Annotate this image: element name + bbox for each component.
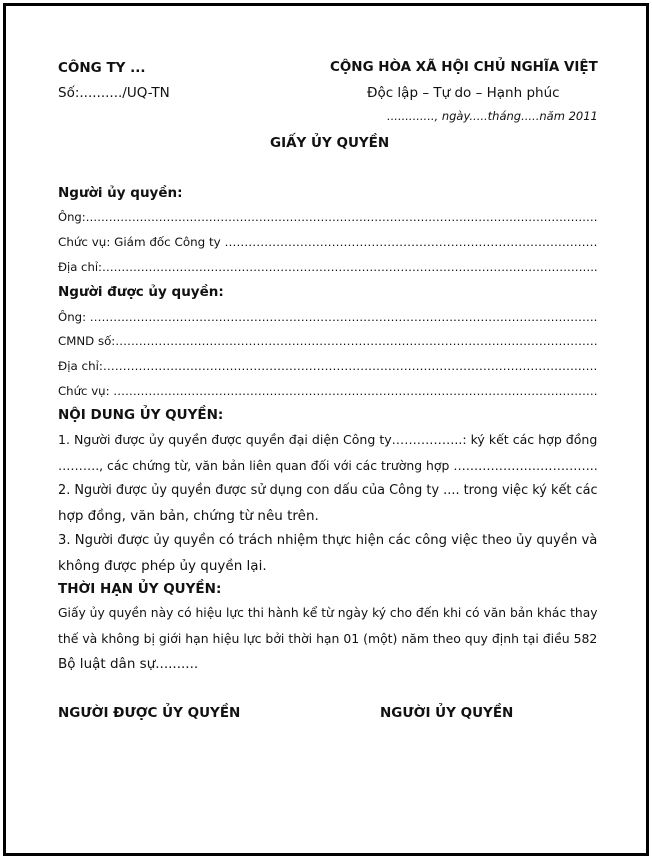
grantee-id: CMND số:…………………………………………………………………………………………………………… xyxy=(58,334,598,348)
term-heading: THỜI HẠN ỦY QUYỀN: xyxy=(58,581,222,597)
grantee-position: Chức vụ: ……………………………………………………………………………………………………………. xyxy=(58,384,598,398)
republic-title: CỘNG HÒA XÃ HỘI CHỦ NGHĨA VIỆT xyxy=(330,60,598,75)
grantor-address: Địa chỉ:……………………………………………………………………………………………………………….. xyxy=(58,260,598,274)
content-item-1-line-2: ………., các chứng từ, văn bản liên quan đối với các trường hợp …………………………….. xyxy=(58,458,598,473)
page-border xyxy=(3,3,649,856)
content-heading: NỘI DUNG ỦY QUYỀN: xyxy=(58,407,224,423)
term-line-2: thế và không bị giới hạn hiệu lực bởi thời hạn 01 (một) năm theo quy định tại điều 582 xyxy=(58,631,598,646)
document-number: Số:........../UQ-TN xyxy=(58,85,170,101)
grantee-address: Địa chỉ:………………………………………………………………………………………………………….…. xyxy=(58,359,598,373)
document-title: GIẤY ỦY QUYỀN xyxy=(270,135,390,151)
grantor-heading: Người ủy quyền: xyxy=(58,185,183,201)
grantor-name: Ông:……………………………………………………………………………………………………………………. xyxy=(58,210,598,224)
content-item-2-line-2: hợp đồng, văn bản, chứng từ nêu trên. xyxy=(58,508,319,524)
signature-grantee: NGƯỜI ĐƯỢC ỦY QUYỀN xyxy=(58,705,241,721)
content-item-2-line-1: 2. Người được ủy quyền được sử dụng con dấu của Công ty .... trong việc ký kết các xyxy=(58,483,598,498)
grantee-name: Ông: …………………………………………………………………………………………………………………. xyxy=(58,310,598,324)
grantee-heading: Người được ủy quyền: xyxy=(58,284,224,300)
content-item-3-line-1: 3. Người được ủy quyền có trách nhiệm thực hiện các công việc theo ủy quyền và xyxy=(58,533,598,548)
company-name: CÔNG TY ... xyxy=(58,60,146,76)
content-item-3-line-2: không được phép ủy quyền lại. xyxy=(58,558,267,574)
content-item-1-line-1: 1. Người được ủy quyền được quyền đại diện Công ty……………..: ký kết các hợp đồng xyxy=(58,432,598,447)
term-line-3: Bộ luật dân sự.......... xyxy=(58,656,199,672)
signature-grantor: NGƯỜI ỦY QUYỀN xyxy=(380,705,514,721)
motto: Độc lập – Tự do – Hạnh phúc xyxy=(367,85,560,101)
date-line: ............., ngày.....tháng.....năm 2011 xyxy=(387,109,598,123)
term-line-1: Giấy ủy quyền này có hiệu lực thi hành kể từ ngày ký cho đến khi có văn bản khác thay xyxy=(58,606,598,620)
grantor-position: Chức vụ: Giám đốc Công ty …………………………………………………………………………………. xyxy=(58,235,598,249)
